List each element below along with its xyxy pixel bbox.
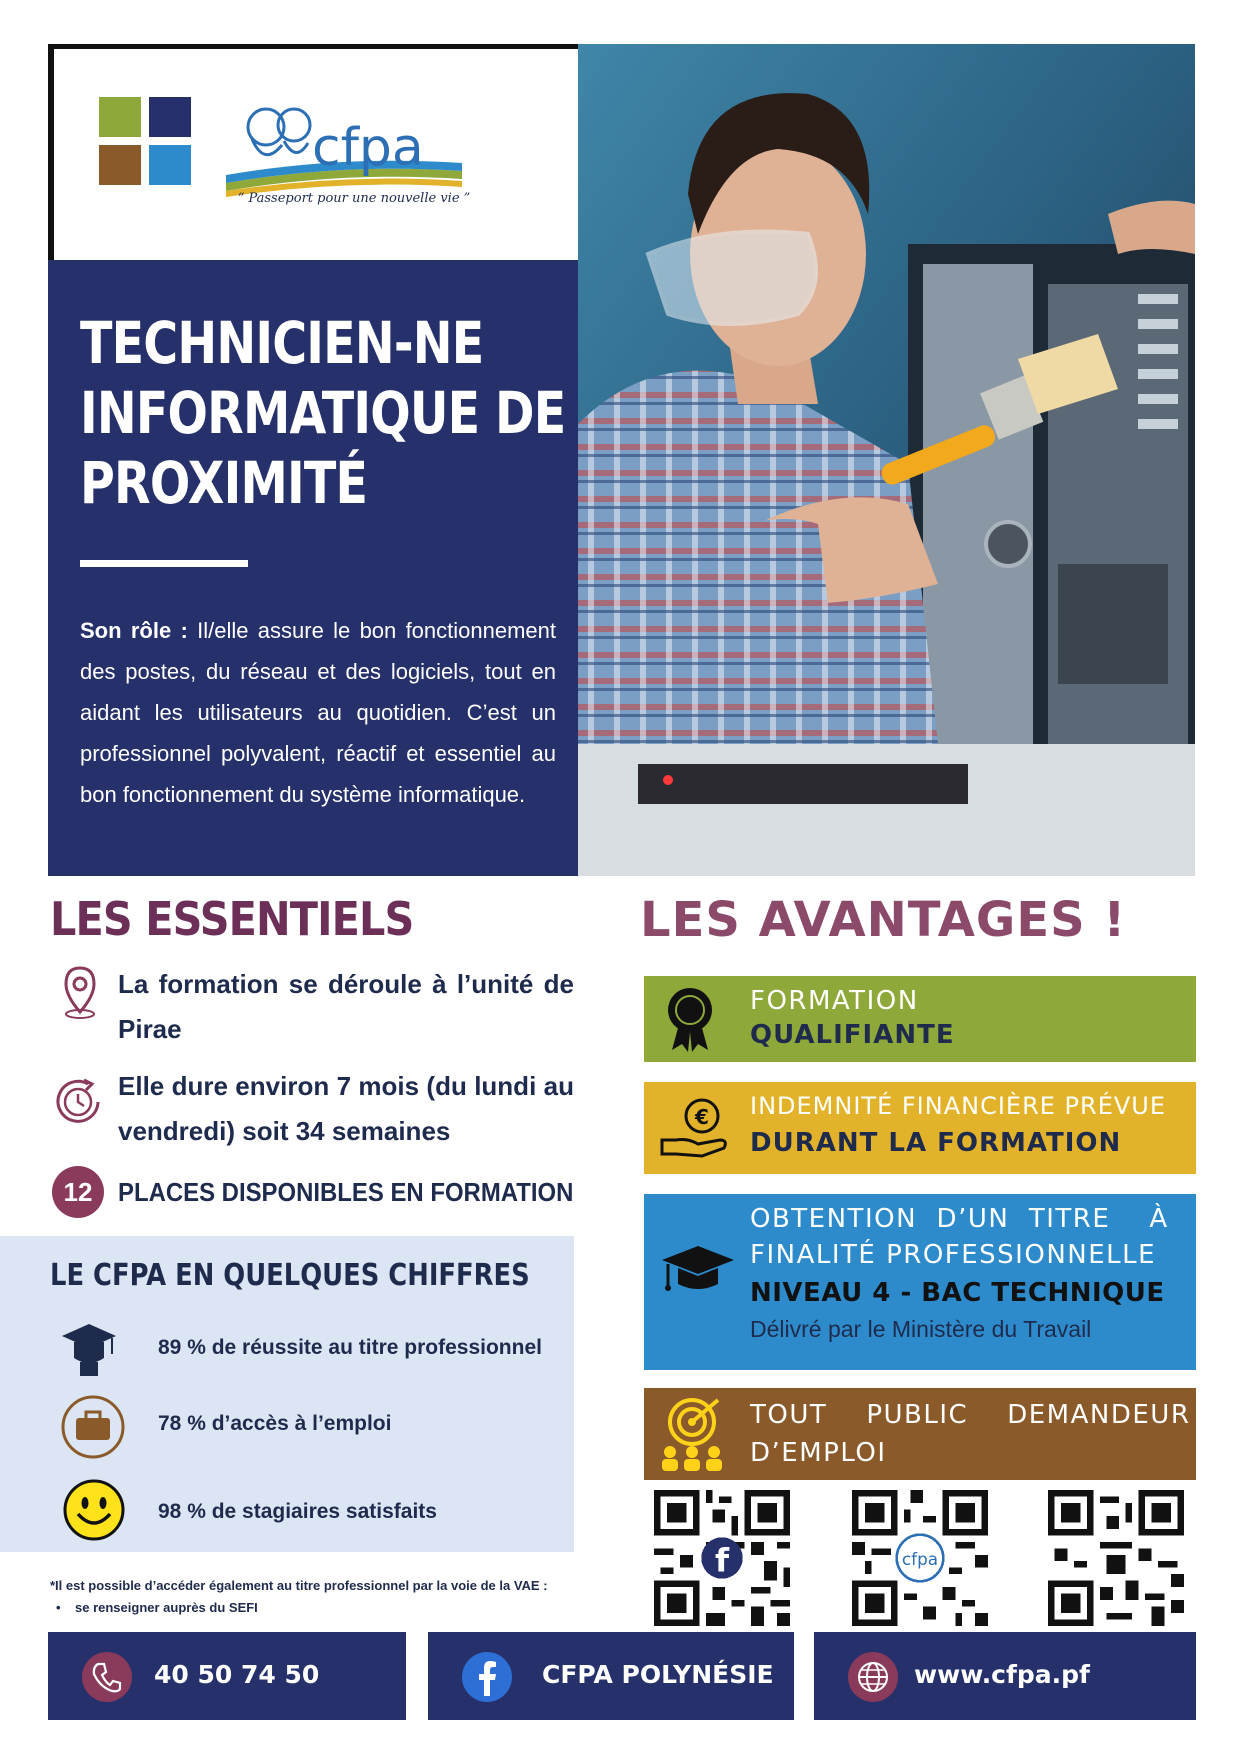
advantage-titre	[644, 1194, 1196, 1370]
logo-tiles	[99, 97, 195, 189]
qr-cfpa-label: cfpa	[901, 1549, 939, 1570]
title-line-3: PROXIMITÉ	[80, 449, 368, 517]
stat-reussite: 89 % de réussite au titre professionnel	[158, 1336, 542, 1359]
location-text: La formation se déroule à l’unité de Pirae	[118, 969, 574, 1044]
footnote-sefi-text: se renseigner auprès du SEFI	[75, 1600, 258, 1615]
qr-code-cfpa[interactable]	[852, 1490, 988, 1626]
title-divider	[80, 560, 248, 567]
advantage-2-line2: DURANT LA FORMATION	[750, 1128, 1122, 1158]
title-panel	[48, 260, 578, 876]
briefcase-icon	[60, 1394, 126, 1460]
duration-text: Elle dure environ 7 mois (du lundi au vendredi) soit 34 semaines	[118, 1071, 574, 1146]
advantage-3-line3: NIVEAU 4 - BAC TECHNIQUE	[750, 1278, 1165, 1308]
chiffres-heading: LE CFPA EN QUELQUES CHIFFRES	[50, 1258, 530, 1293]
qr-code-facebook[interactable]	[654, 1490, 790, 1626]
qr-code-website[interactable]	[1048, 1490, 1184, 1626]
facebook-icon	[462, 1652, 512, 1702]
award-ribbon-icon	[658, 984, 722, 1054]
location-pin-icon	[50, 962, 110, 1022]
logo-text: cfpa	[312, 118, 424, 178]
technician-photo	[578, 44, 1195, 876]
euro-hand-icon	[658, 1094, 734, 1162]
essentiels-heading: LES ESSENTIELS	[50, 892, 414, 946]
advantage-3-line4: Délivré par le Ministère du Travail	[750, 1316, 1092, 1342]
footer-website[interactable]	[814, 1632, 1196, 1720]
footer-facebook[interactable]	[428, 1632, 794, 1720]
title-line-2: INFORMATIQUE DE	[80, 379, 566, 447]
places-text: PLACES DISPONIBLES EN FORMATION	[118, 1177, 574, 1207]
avantages-heading: LES AVANTAGES !	[640, 892, 1127, 948]
places-badge: 12	[52, 1166, 104, 1218]
target-people-icon	[658, 1394, 730, 1474]
logo-tile-navy	[149, 97, 191, 137]
advantage-3-line2: FINALITÉ PROFESSIONNELLE	[750, 1240, 1157, 1270]
smiley-icon	[62, 1478, 126, 1542]
globe-icon	[848, 1652, 898, 1702]
role-description	[80, 610, 556, 815]
page-title	[80, 308, 566, 518]
advantage-2-line1: INDEMNITÉ FINANCIÈRE PRÉVUE	[750, 1092, 1167, 1120]
advantage-3-line1: OBTENTION D’UN TITRE À	[750, 1204, 1169, 1234]
phone-icon	[82, 1652, 132, 1702]
footnote-sefi: • se renseigner auprès du SEFI	[56, 1600, 258, 1615]
role-text: Il/elle assure le bon fonctionnement des postes, du réseau et des logiciels, tout en aidant les utilisateurs au quotidien. C’est un professionnel polyvalent, réactif et essentiel au bon fonctionnement du système informatique.	[80, 618, 557, 807]
clock-refresh-icon	[48, 1072, 108, 1132]
advantage-public	[644, 1388, 1196, 1480]
cfpa-logo	[224, 87, 464, 207]
stat-emploi: 78 % d’accès à l’emploi	[158, 1412, 392, 1435]
footer-phone[interactable]	[48, 1632, 406, 1720]
advantage-4-line2: D’EMPLOI	[750, 1438, 887, 1468]
facebook-name[interactable]: CFPA POLYNÉSIE	[542, 1660, 774, 1689]
advantage-1-line1: FORMATION	[750, 986, 919, 1016]
graduation-cap-icon	[658, 1240, 738, 1304]
title-line-1: TECHNICIEN-NE	[80, 309, 484, 377]
advantage-1-line2: QUALIFIANTE	[750, 1020, 955, 1050]
advantage-4-line1: TOUT PUBLIC DEMANDEUR	[750, 1400, 1191, 1430]
website-url[interactable]: www.cfpa.pf	[914, 1660, 1090, 1689]
tagline: “ Passeport pour une nouvelle vie ”	[237, 191, 471, 206]
logo-tile-green	[99, 97, 141, 137]
logo-tile-blue	[149, 145, 191, 185]
role-label: Son rôle :	[80, 618, 188, 643]
logo-tile-brown	[99, 145, 141, 185]
phone-number[interactable]: 40 50 74 50	[154, 1660, 320, 1689]
stat-satisfaits: 98 % de stagiaires satisfaits	[158, 1500, 437, 1523]
advantage-formation	[644, 976, 1196, 1062]
graduation-icon	[58, 1318, 120, 1380]
advantage-indemnite	[644, 1082, 1196, 1174]
facebook-icon: f	[714, 1541, 730, 1580]
logo-header	[48, 44, 580, 260]
svg-text:€: €	[695, 1105, 709, 1129]
footnote-vae: *Il est possible d’accéder également au titre professionnel par la voie de la VAE :	[50, 1578, 548, 1593]
chiffres-box	[0, 1236, 574, 1552]
